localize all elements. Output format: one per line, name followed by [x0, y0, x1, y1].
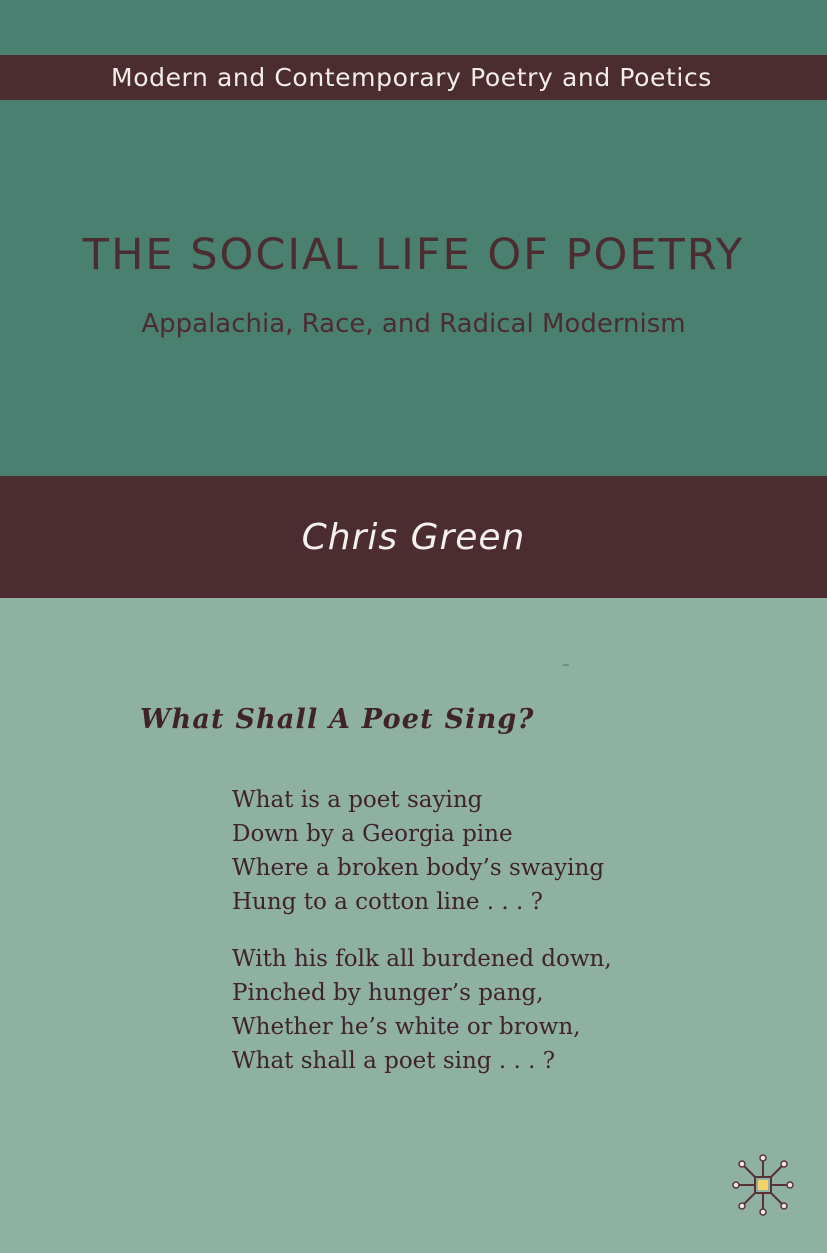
author-name: Chris Green [301, 516, 526, 558]
poem-line: What shall a poet sing . . . ? [232, 1048, 556, 1074]
author-band [0, 476, 827, 598]
print-speck [563, 664, 569, 666]
series-title: Modern and Contemporary Poetry and Poetics [111, 63, 712, 92]
poem-line: Where a broken body’s swaying [232, 855, 605, 881]
poem-line: Hung to a cotton line . . . ? [232, 889, 543, 915]
series-band [0, 55, 827, 100]
poem-stanza-2 [232, 942, 612, 1078]
poem-line: Pinched by hunger’s pang, [232, 980, 544, 1006]
poem-stanza-1 [232, 783, 604, 919]
poem-line: Whether he’s white or brown, [232, 1014, 581, 1040]
book-title: THE SOCIAL LIFE OF POETRY [82, 230, 745, 280]
poem-title: What Shall A Poet Sing? [140, 704, 535, 735]
poem-line: With his folk all burdened down, [232, 946, 612, 972]
poem-line: What is a poet saying [232, 787, 483, 813]
book-subtitle: Appalachia, Race, and Radical Modernism [141, 309, 686, 339]
poem-line: Down by a Georgia pine [232, 821, 513, 847]
publisher-starburst-logo-icon [731, 1153, 795, 1217]
